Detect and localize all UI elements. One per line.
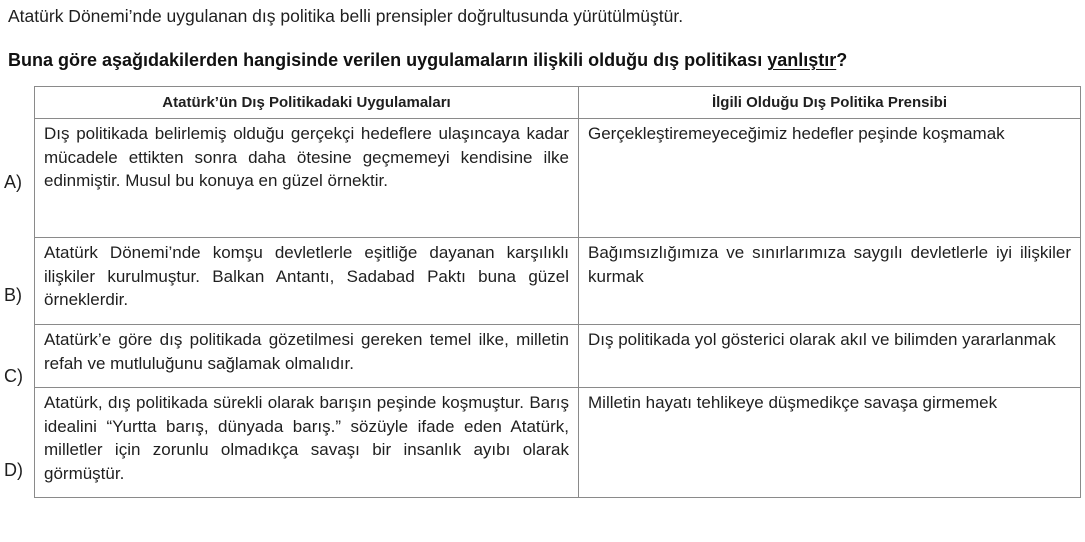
principle-cell: Gerçekleştiremeyeceğimiz hedefler peşinde koşmamak bbox=[579, 119, 1081, 238]
principle-cell: Bağımsızlığımıza ve sınırlarımıza saygılı devletlerle iyi ilişkiler kurmak bbox=[579, 238, 1081, 325]
practice-cell: Dış politikada belirlemiş olduğu gerçekçi hedeflere ulaşıncaya kadar mücadele ettikten sonra daha ötesine geçmemeyi kendisine ilke edinmiştir. Musul bu konuya en güzel örnektir. bbox=[35, 119, 579, 238]
option-a-label[interactable]: A) bbox=[4, 172, 22, 192]
practice-cell: Atatürk, dış politikada sürekli olarak barışın peşinde koşmuştur. Barış idealini “Yurtta barış, dünyada barış.” sözüyle ifade eden Atatürk, milletler için zorunlu olmadıkça savaşı bir insanlık ayıbı olarak görmüştür. bbox=[35, 388, 579, 498]
policy-table bbox=[34, 86, 1080, 498]
question-text bbox=[8, 48, 847, 72]
table-row bbox=[35, 119, 1081, 238]
option-b-label[interactable]: B) bbox=[4, 285, 22, 305]
intro-text: Atatürk Dönemi’nde uygulanan dış politika belli prensipler doğrultusunda yürütülmüştür. bbox=[8, 6, 684, 26]
principle-cell: Milletin hayatı tehlikeye düşmedikçe savaşa girmemek bbox=[579, 388, 1081, 498]
option-c-label[interactable]: C) bbox=[4, 366, 23, 386]
table-row bbox=[35, 388, 1081, 498]
question-mark: ? bbox=[836, 50, 848, 70]
table-row bbox=[35, 325, 1081, 388]
question-stem: Buna göre aşağıdakilerden hangisinde verilen uygulamaların ilişkili olduğu dış politikası bbox=[8, 50, 768, 70]
question-keyword: yanlıştır bbox=[767, 50, 837, 70]
table-header-row bbox=[35, 87, 1081, 119]
practice-cell: Atatürk Dönemi’nde komşu devletlerle eşitliğe dayanan karşılıklı ilişkiler kurulmuştur. Balkan Antantı, Sadabad Paktı buna güzel örneklerdir. bbox=[35, 238, 579, 325]
header-principle: İlgili Olduğu Dış Politika Prensibi bbox=[579, 87, 1081, 119]
practice-cell: Atatürk’e göre dış politikada gözetilmesi gereken temel ilke, milletin refah ve mutluluğunu sağlamak olmalıdır. bbox=[35, 325, 579, 388]
option-d-label[interactable]: D) bbox=[4, 460, 23, 480]
header-practices: Atatürk’ün Dış Politikadaki Uygulamaları bbox=[35, 87, 579, 119]
table-row bbox=[35, 238, 1081, 325]
principle-cell: Dış politikada yol gösterici olarak akıl ve bilimden yararlanmak bbox=[579, 325, 1081, 388]
